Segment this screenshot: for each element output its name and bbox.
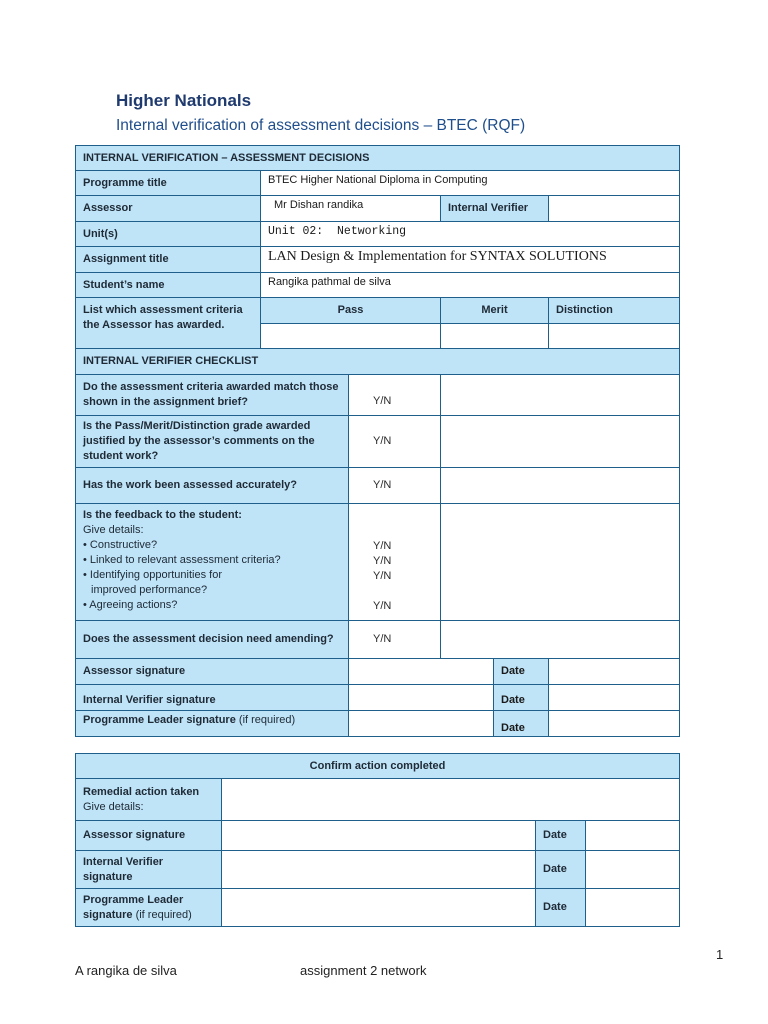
checklist-q2-yn[interactable]: Y/N	[349, 416, 441, 468]
pl-signature-note: (if required)	[238, 714, 296, 726]
confirm-pl-field[interactable]	[222, 889, 536, 927]
confirm-iv-date[interactable]	[586, 851, 680, 889]
checklist-q2: Is the Pass/Merit/Distinction grade awarded justified by the assessor’s comments on the student work?	[76, 416, 349, 468]
checklist-q4-yn-1[interactable]: Y/N	[373, 540, 392, 552]
pass-criteria-field[interactable]	[261, 324, 441, 349]
confirm-action-table	[75, 753, 680, 927]
merit-header: Merit	[441, 298, 549, 324]
assessment-decisions-table	[75, 145, 680, 737]
assessor-signature-label: Assessor signature	[76, 659, 349, 685]
section-title: INTERNAL VERIFICATION – ASSESSMENT DECISIONS	[76, 146, 680, 171]
assignment-title-field[interactable]: LAN Design & Implementation for SYNTAX SOLUTIONS	[261, 247, 680, 273]
date-label: Date	[536, 889, 586, 927]
pl-signature-input[interactable]	[349, 711, 493, 736]
assessor-label: Assessor	[76, 196, 261, 222]
confirm-pl-label	[76, 889, 222, 927]
page-number: 1	[716, 947, 724, 962]
confirm-assessor-label: Assessor signature	[76, 821, 222, 851]
programme-title-label: Programme title	[76, 171, 261, 196]
checklist-q3: Has the work been assessed accurately?	[76, 468, 349, 504]
assignment-title-label: Assignment title	[76, 247, 261, 273]
checklist-q1: Do the assessment criteria awarded match those shown in the assignment brief?	[76, 375, 349, 416]
remedial-field[interactable]	[222, 779, 680, 821]
checklist-title: INTERNAL VERIFIER CHECKLIST	[76, 349, 680, 375]
iv-date-field[interactable]	[549, 685, 680, 711]
units-field[interactable]: Unit 02: Networking	[261, 222, 680, 247]
confirm-title: Confirm action completed	[76, 754, 680, 779]
checklist-q4-yn-3[interactable]: Y/N	[373, 570, 392, 582]
confirm-pl-date[interactable]	[586, 889, 680, 927]
checklist-q4-yn-4[interactable]: Y/N	[373, 600, 392, 612]
checklist-q5: Does the assessment decision need amending?	[76, 621, 349, 659]
checklist-q4-give: Give details:	[83, 524, 144, 536]
internal-verifier-field[interactable]	[549, 196, 680, 222]
checklist-q4-yn-2[interactable]: Y/N	[373, 555, 392, 567]
confirm-pl-text: Programme Leader signature	[83, 893, 184, 921]
assessor-date-field[interactable]	[549, 659, 680, 685]
remedial-title: Remedial action taken	[83, 785, 200, 798]
assessor-signature-input[interactable]	[349, 659, 493, 684]
checklist-q4-yn[interactable]	[349, 504, 441, 621]
confirm-iv-field[interactable]	[222, 851, 536, 889]
iv-signature-label: Internal Verifier signature	[76, 685, 349, 711]
date-label: Date	[493, 685, 548, 710]
pl-signature-text: Programme Leader signature	[83, 714, 236, 726]
pl-date-field[interactable]	[549, 711, 680, 737]
checklist-q5-yn[interactable]: Y/N	[349, 621, 441, 659]
programme-title-field[interactable]: BTEC Higher National Diploma in Computing	[261, 171, 680, 196]
remedial-give: Give details:	[83, 800, 144, 813]
units-label: Unit(s)	[76, 222, 261, 247]
criteria-label: List which assessment criteria the Assessor has awarded.	[76, 298, 261, 349]
pass-header: Pass	[261, 298, 441, 324]
remedial-label	[76, 779, 222, 821]
merit-criteria-field[interactable]	[441, 324, 549, 349]
checklist-q1-comment[interactable]	[441, 375, 680, 416]
checklist-q4-bullet: • Identifying opportunities for	[83, 569, 222, 581]
checklist-q3-comment[interactable]	[441, 468, 680, 504]
checklist-q1-yn[interactable]: Y/N	[349, 375, 441, 416]
checklist-q4-bullet: • Linked to relevant assessment criteria?	[83, 554, 281, 566]
checklist-q4-bullet-cont: improved performance?	[91, 584, 208, 596]
date-label: Date	[536, 821, 586, 851]
confirm-pl-note: (if required)	[135, 908, 192, 921]
student-name-label: Student’s name	[76, 273, 261, 298]
date-label: Date	[536, 851, 586, 889]
pl-signature-label	[76, 711, 349, 737]
date-label: Date	[493, 711, 548, 736]
student-name-field[interactable]: Rangika pathmal de silva	[261, 273, 680, 298]
distinction-criteria-field[interactable]	[549, 324, 680, 349]
checklist-q3-yn[interactable]: Y/N	[349, 468, 441, 504]
checklist-q2-comment[interactable]	[441, 416, 680, 468]
assessor-signature-field[interactable]	[349, 659, 549, 685]
internal-verifier-label: Internal Verifier	[441, 196, 549, 222]
confirm-assessor-field[interactable]	[222, 821, 536, 851]
checklist-q5-comment[interactable]	[441, 621, 680, 659]
page-title: Higher Nationals	[116, 91, 252, 110]
confirm-iv-label: Internal Verifier signature	[76, 851, 222, 889]
footer-assignment: assignment 2 network	[300, 963, 427, 978]
checklist-q4-bullet: • Constructive?	[83, 539, 158, 551]
iv-signature-field[interactable]	[349, 685, 549, 711]
checklist-q4	[76, 504, 349, 621]
assessor-field[interactable]: Mr Dishan randika	[261, 196, 441, 222]
footer-author: A rangika de silva	[75, 963, 177, 978]
confirm-assessor-date[interactable]	[586, 821, 680, 851]
checklist-q4-title: Is the feedback to the student:	[83, 509, 242, 521]
date-label: Date	[493, 659, 548, 684]
distinction-header: Distinction	[549, 298, 680, 324]
pl-signature-field[interactable]	[349, 711, 549, 737]
checklist-q4-comment[interactable]	[441, 504, 680, 621]
page-subtitle: Internal verification of assessment decisions – BTEC (RQF)	[116, 117, 526, 134]
iv-signature-input[interactable]	[349, 685, 493, 710]
checklist-q4-bullet: • Agreeing actions?	[83, 599, 178, 611]
